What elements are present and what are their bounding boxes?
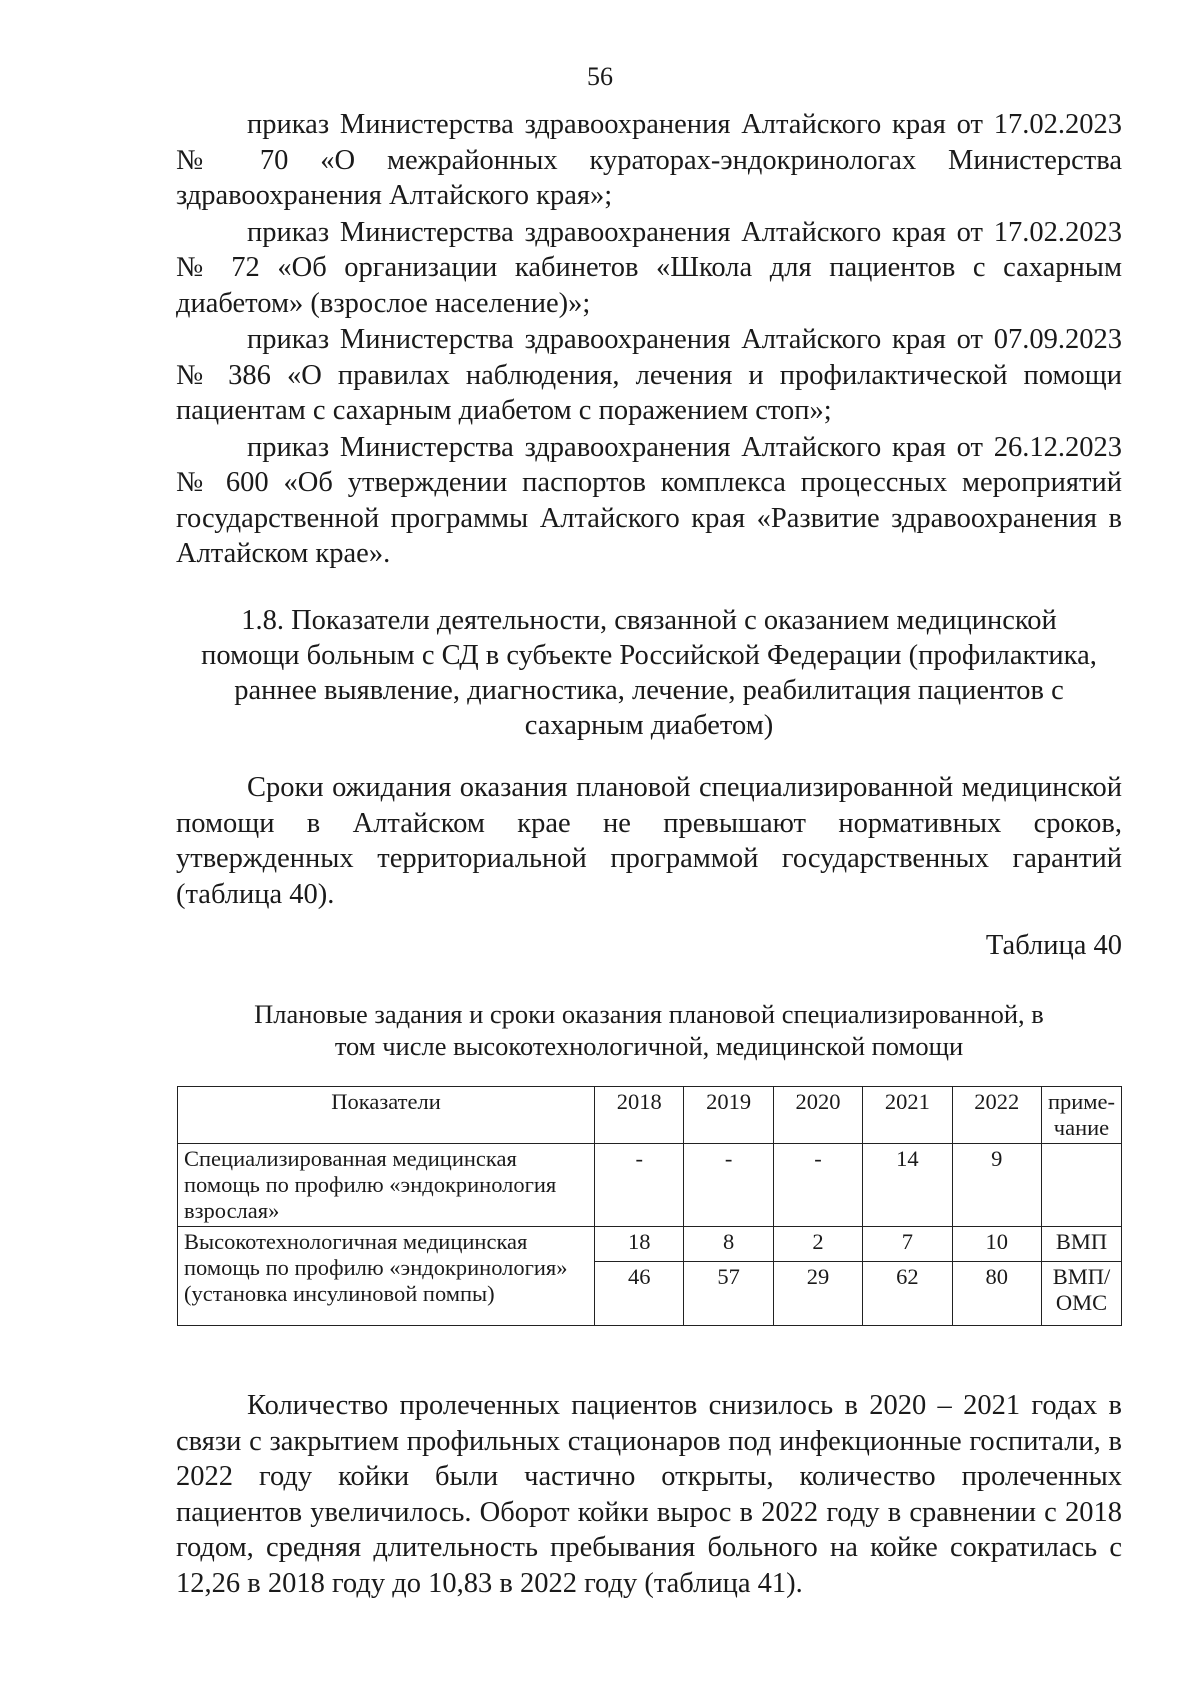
value-cell: 8 bbox=[684, 1227, 773, 1262]
table-title-line: том числе высокотехнологичной, медицинской помощи bbox=[334, 1031, 964, 1061]
order-item: приказ Министерства здравоохранения Алтайского края от 17.02.2023 № 72 «Об организации кабинетов «Школа для пациентов с сахарным диабетом» (взрослое население)»; bbox=[176, 216, 1122, 319]
header-indicator: Показатели bbox=[178, 1087, 595, 1144]
value-cell: 7 bbox=[863, 1227, 952, 1262]
header-year: 2018 bbox=[595, 1087, 684, 1144]
value-cell: 46 bbox=[595, 1261, 684, 1325]
header-note: приме-чание bbox=[1041, 1087, 1121, 1144]
order-item: приказ Министерства здравоохранения Алтайского края от 17.02.2023 № 70 «О межрайонных кураторах-эндокринологах Министерства здравоохранения Алтайского края»; bbox=[176, 109, 1122, 211]
section-heading-line: раннее выявление, диагностика, лечение, реабилитация пациентов с bbox=[234, 675, 1064, 706]
header-year: 2020 bbox=[773, 1087, 862, 1144]
intro-paragraph: Сроки ожидания оказания плановой специализированной медицинской помощи в Алтайском крае не превышают нормативных сроков, утвержденных территориальной программой государственных гарантий (таблица 40). bbox=[176, 772, 1122, 910]
value-cell: - bbox=[773, 1144, 862, 1227]
page-number: 56 bbox=[587, 62, 613, 91]
value-cell: 29 bbox=[773, 1261, 862, 1325]
section-heading bbox=[176, 603, 1122, 743]
header-year: 2022 bbox=[952, 1087, 1041, 1144]
orders-list bbox=[176, 107, 1122, 573]
value-cell: 2 bbox=[773, 1227, 862, 1262]
indicator-cell: Специализированная медицинская помощь по профилю «эндокринология взрослая» bbox=[178, 1144, 595, 1227]
header-year: 2019 bbox=[684, 1087, 773, 1144]
closing-paragraph: Количество пролеченных пациентов снизилось в 2020 – 2021 годах в связи с закрытием профильных стационаров под инфекционные госпитали, в 2022 году койки были частично открыты, количество пролеченных пациентов увеличилось. Оборот койки вырос в 2022 году в сравнении с 2018 годом, средняя длительность пребывания больного на койке сократилась с 12,26 в 2018 году до 10,83 в 2022 году (таблица 41). bbox=[176, 1390, 1122, 1599]
section-heading-line: помощи больным с СД в субъекте Российской Федерации (профилактика, bbox=[201, 640, 1097, 671]
closing-paragraph-block bbox=[176, 1388, 1122, 1602]
value-cell: 57 bbox=[684, 1261, 773, 1325]
value-cell: 9 bbox=[952, 1144, 1041, 1227]
section-heading-line: 1.8. Показатели деятельности, связанной с оказанием медицинской bbox=[241, 605, 1057, 636]
note-cell bbox=[1041, 1144, 1121, 1227]
section-heading-line: сахарным диабетом) bbox=[524, 710, 774, 741]
table-header-row bbox=[178, 1087, 1122, 1144]
data-table bbox=[177, 1086, 1122, 1326]
value-cell: 62 bbox=[863, 1261, 952, 1325]
note-cell: ВМП bbox=[1041, 1227, 1121, 1262]
table-title bbox=[176, 998, 1122, 1062]
value-cell: - bbox=[595, 1144, 684, 1227]
value-cell: - bbox=[684, 1144, 773, 1227]
table-number-label: Таблица 40 bbox=[985, 930, 1122, 961]
order-item: приказ Министерства здравоохранения Алтайского края от 26.12.2023 № 600 «Об утверждении паспортов комплекса процессных мероприятий государственной программы Алтайского края «Развитие здравоохранения в Алтайском крае». bbox=[176, 431, 1122, 569]
table-row bbox=[178, 1227, 1122, 1262]
intro-paragraph-block bbox=[176, 770, 1122, 913]
value-cell: 10 bbox=[952, 1227, 1041, 1262]
order-item: приказ Министерства здравоохранения Алтайского края от 07.09.2023 № 386 «О правилах наблюдения, лечения и профилактической помощи пациентам с сахарным диабетом с поражением стоп»; bbox=[176, 324, 1122, 426]
value-cell: 80 bbox=[952, 1261, 1041, 1325]
header-year: 2021 bbox=[863, 1087, 952, 1144]
indicator-cell: Высокотехнологичная медицинская помощь по профилю «эндокринология» (установка инсулиновой помпы) bbox=[178, 1227, 595, 1326]
value-cell: 14 bbox=[863, 1144, 952, 1227]
note-cell: ВМП/ ОМС bbox=[1041, 1261, 1121, 1325]
value-cell: 18 bbox=[595, 1227, 684, 1262]
table-row bbox=[178, 1144, 1122, 1227]
table-title-line: Плановые задания и сроки оказания плановой специализированной, в bbox=[254, 999, 1044, 1029]
